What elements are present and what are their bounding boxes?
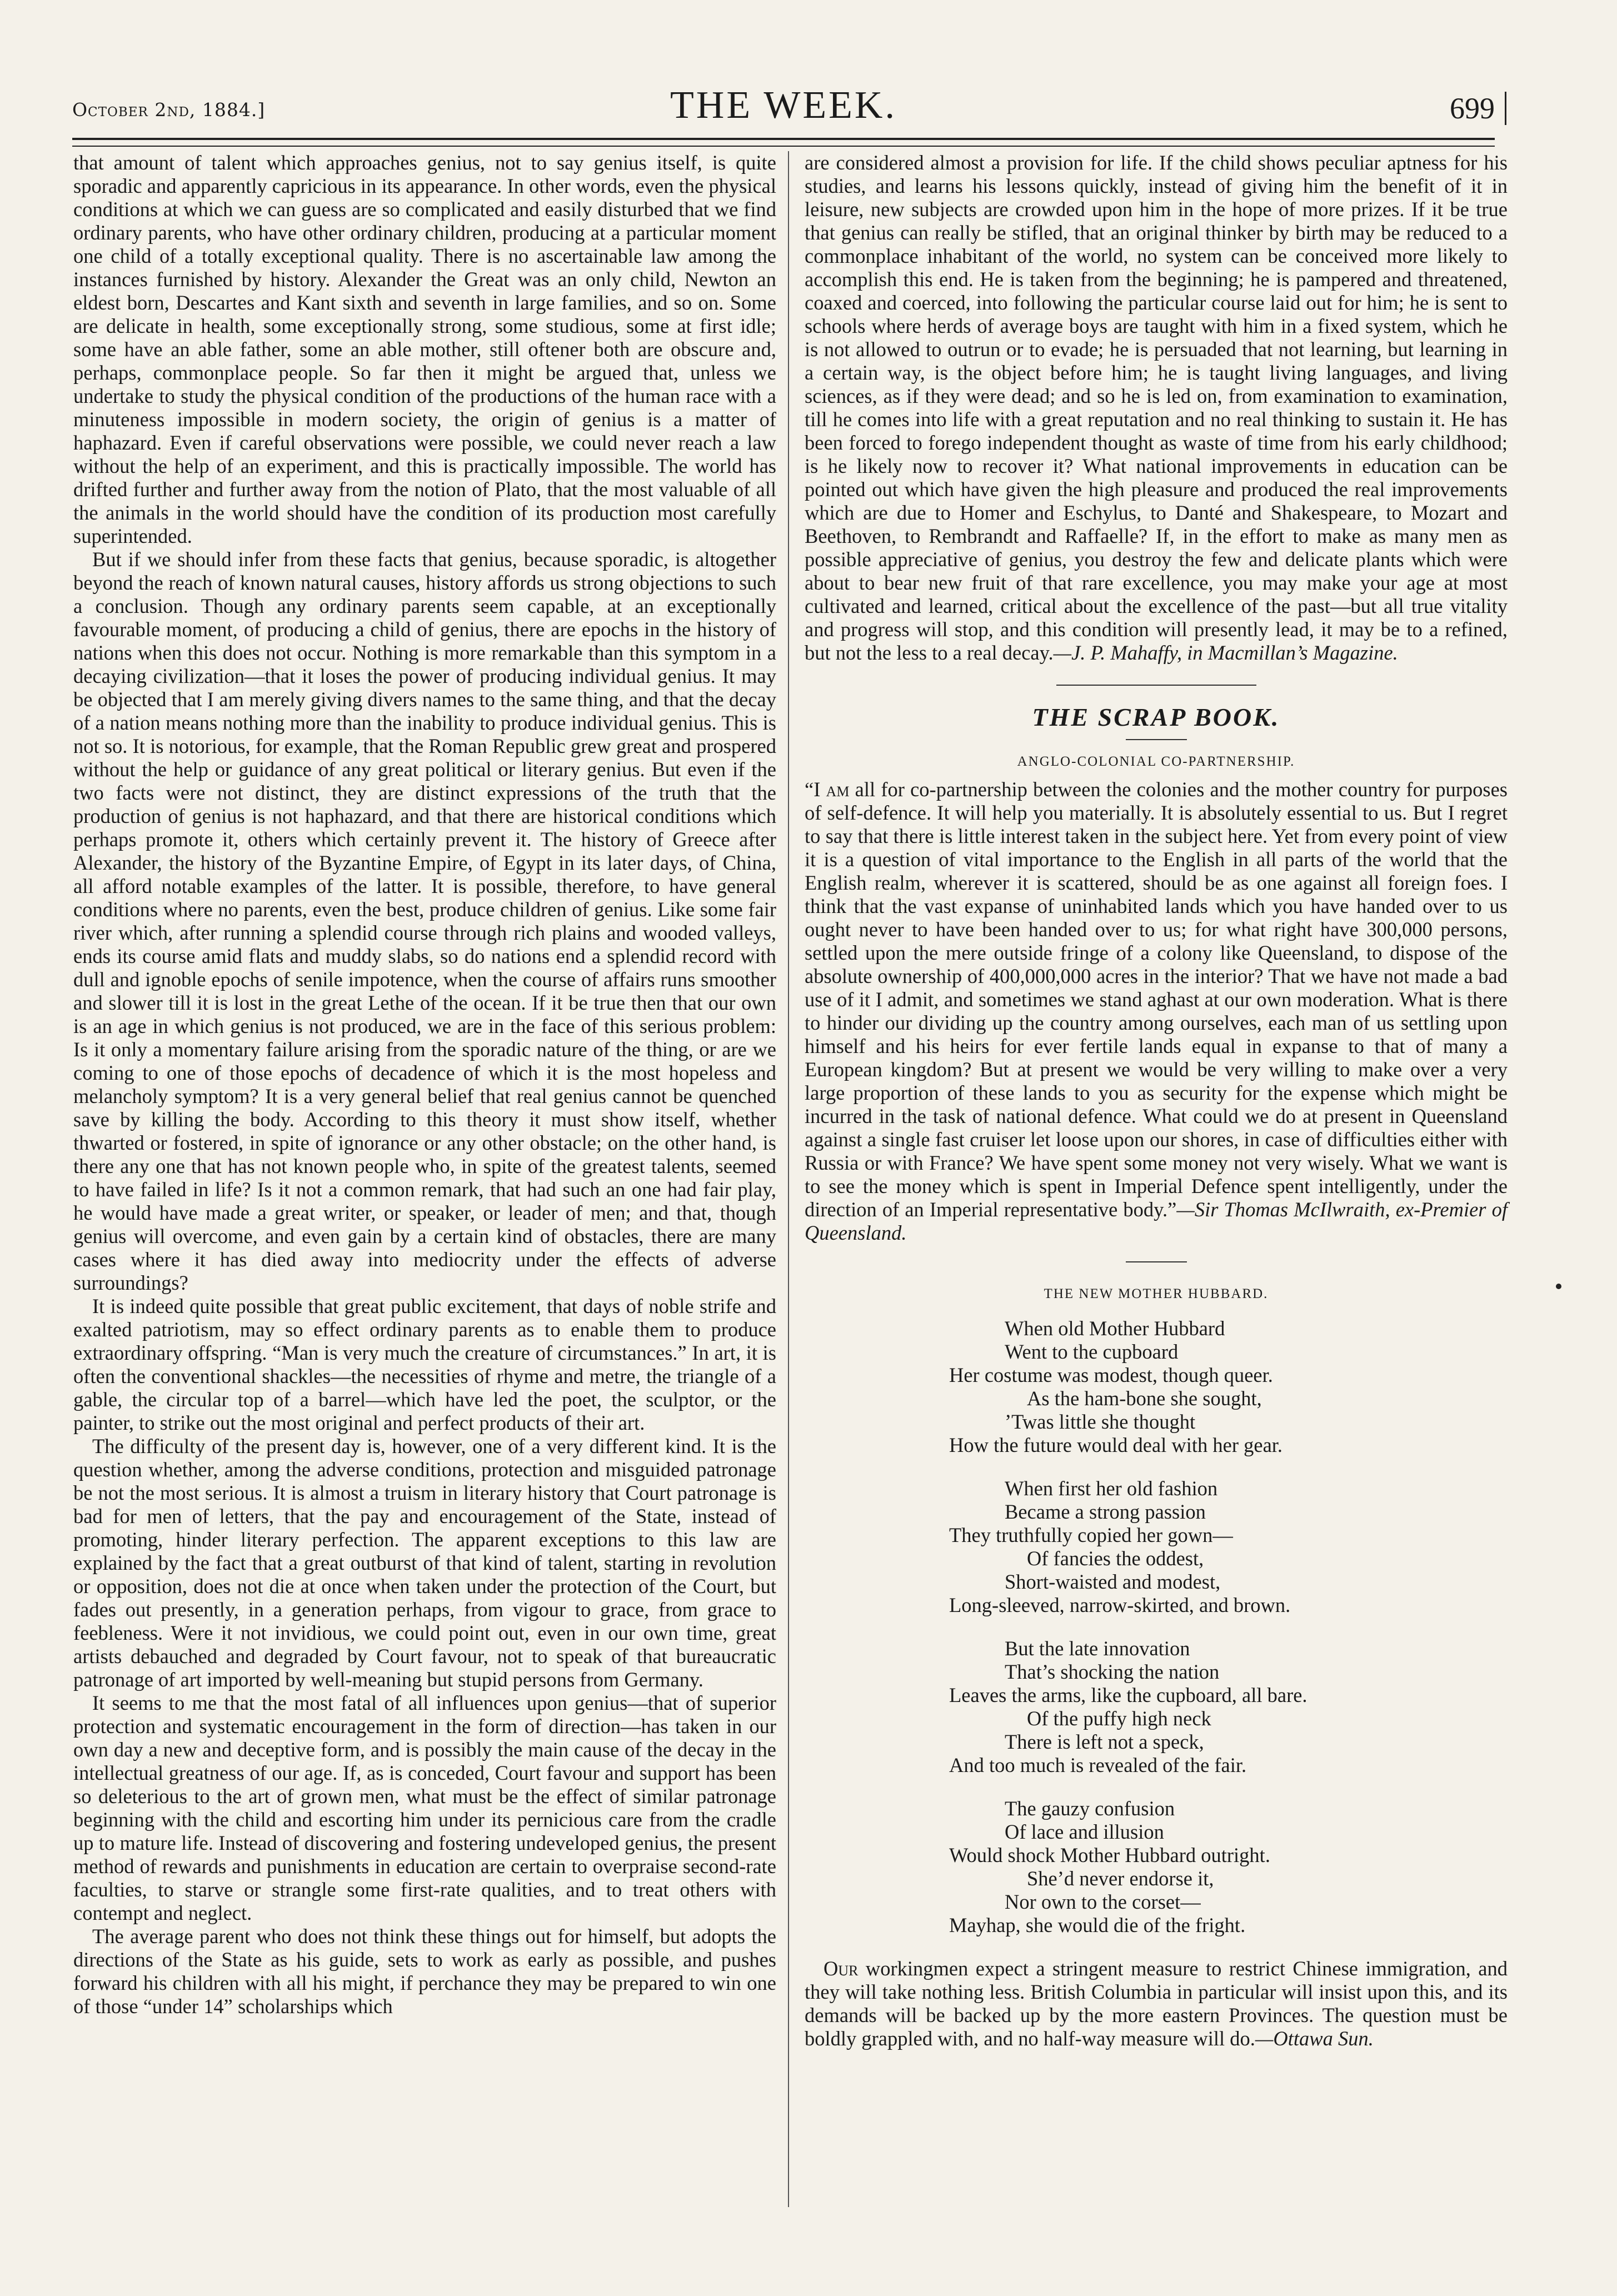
- anglo-colonial-text: [805, 778, 1508, 1245]
- poem-line: There is left not a speck,: [1005, 1730, 1204, 1753]
- final-paragraph: [805, 1957, 1508, 2050]
- page-number: 699: [1450, 92, 1495, 125]
- poem-line: Nor own to the corset—: [1005, 1890, 1201, 1913]
- poem-line: Became a strong passion: [1005, 1500, 1206, 1523]
- anglo-attribution: —Sir Thomas McIlwraith, ex-Premier of Queensland.: [805, 1198, 1508, 1244]
- paragraph: The average parent who does not think these things out for himself, but adopts the directions of the State as his guide, sets to work as early as possible, and pushes forward his children with all his might, if perchance they may be prepared to win one of those “under 14” scholarships which: [73, 1925, 776, 2018]
- final-body: workingmen expect a stringent measure to restrict Chinese immigration, and they will take nothing less. British Columbia in particular will insist upon this, and its demands will be backed up by the more eastern Provinces. The question must be boldly grappled with, and no half-way measure will do.: [805, 1957, 1508, 2050]
- poem-line: The gauzy confusion: [1005, 1797, 1175, 1820]
- section-divider: [1056, 685, 1256, 686]
- short-divider: [1126, 1261, 1187, 1262]
- poem-line: That’s shocking the nation: [1005, 1660, 1220, 1683]
- poem-stanza: [805, 1637, 1508, 1777]
- poem: [805, 1317, 1508, 1937]
- paragraph: But if we should infer from these facts that genius, because sporadic, is altogether beyond the reach of known natural causes, history affords us strong objections to such a conclusion. Though any ordinary parents seem capable, at an exceptionally favourable moment, of producing a child of genius, there are epochs in the history of nations when this does not occur. Nothing is more remarkable than this symptom in a decaying civilization—that it loses the power of producing individual genius. It may be objected that I am merely giving divers names to the same thing, and that the decay of a nation means nothing more than the inability to produce individual genius. This is not so. It is notorious, for example, that the Roman Republic grew great and prospered without the help or guidance of any great political or literary genius. But even if the two facts were not distinct, they are distinct expressions of the truth that the production of genius is not haphazard, and that there are historical conditions which perhaps promote it, others which certainly prevent it. The history of Greece after Alexander, the history of the Byzantine Empire, of Egypt in its later days, of China, all afford notable examples of the latter. It is possible, therefore, to have general conditions where no parents, even the best, produce children of genius. Like some fair river which, after running a splendid course through rich plains and wooded valleys, ends its course amid flats and muddy slabs, so do nations end a splendid record with dull and ignoble epochs of senile impotence, when the course of affairs runs smoother and slower till it is lost in the great Lethe of the ocean. If it be true then that our own is an age in which genius is not produced, we are in the face of this serious problem: Is it only a momentary failure arising from the sporadic nature of the thing, or are we coming to one of those epochs of decadence of which it is the most hopeless and melancholy symptom? It is a very general belief that real genius cannot be quenched save by killing the body. According to this theory it must show itself, whether thwarted or fostered, in spite of ignorance or any other obstacle; on the other hand, is there any one that has not known people who, in spite of the greatest talents, seemed to have failed in life? Is it not a common remark, that had such an one had fair play, he would have made a great writer, or speaker, or leader of men; and that, though genius will overcome, and even gain by a certain kind of obstacles, there are many cases where it has died away into mediocrity under the effects of adverse surroundings?: [73, 548, 776, 1294]
- issue-date: October 2nd, 1884.]: [72, 99, 266, 121]
- poem-line: Leaves the arms, like the cupboard, all bare.: [949, 1684, 1307, 1706]
- right-column: [805, 151, 1508, 2050]
- poem-heading: THE NEW MOTHER HUBBARD.: [1044, 1286, 1269, 1301]
- final-lead: Our: [824, 1957, 859, 1980]
- poem-line: Her costume was modest, though queer.: [949, 1364, 1273, 1386]
- anglo-colonial-heading: ANGLO-COLONIAL CO-PARTNERSHIP.: [1017, 754, 1295, 769]
- poem-line: They truthfully copied her gown—: [949, 1524, 1233, 1546]
- poem-line: Short-waisted and modest,: [1005, 1570, 1221, 1593]
- final-attribution: —Ottawa Sun.: [1255, 2027, 1374, 2050]
- paragraph: that amount of talent which approaches genius, not to say genius itself, is quite sporadic and apparently capricious in its appearance. In other words, even the physical conditions at which we can guess are so complicated and easily disturbed that we find ordinary parents, who have other ordinary children, producing at a particular moment one child of a totally exceptional quality. There is no ascertainable law among the instances furnished by history. Alexander the Great was an only child, Newton an eldest born, Descartes and Kant sixth and seventh in large families, and so on. Some are delicate in health, some exceptionally strong, some studious, some at first idle; some have an able father, some an able mother, still oftener both are obscure and, perhaps, commonplace people. So far then it might be argued that, unless we undertake to study the physical condition of the productions of the human race with a minuteness impossible in modern society, the origin of genius is a matter of haphazard. Even if careful observations were possible, we could never reach a law without the help of an experiment, and this is practically impossible. The world has drifted further and further away from the notion of Plato, that the most valuable of all the animals in the world should have the condition of its production most carefully superintended.: [73, 151, 776, 547]
- scrap-book-heading: THE SCRAP BOOK.: [1032, 703, 1280, 731]
- poem-line: When old Mother Hubbard: [1005, 1317, 1225, 1340]
- poem-line: How the future would deal with her gear.: [949, 1434, 1283, 1456]
- left-column: [73, 151, 776, 2018]
- poem-line: Would shock Mother Hubbard outright.: [949, 1844, 1270, 1866]
- poem-line: Of fancies the oddest,: [1027, 1547, 1204, 1570]
- poem-stanza: [805, 1317, 1508, 1457]
- poem-line: Of the puffy high neck: [1027, 1707, 1211, 1730]
- short-divider: [1126, 739, 1187, 740]
- paragraph: It seems to me that the most fatal of all influences upon genius—that of superior protection and systematic encouragement in the form of direction—has taken in our own day a new and deceptive form, and is possibly the main cause of the decay in the intellectual greatness of our age. If, as is conceded, Court favour and support has been so deleterious to the art of grown men, what must be the effect of similar patronage beginning with the child and escorting him under its pernicious care from the cradle up to mature life. Instead of discovering and fostering undeveloped genius, the present method of rewards and punishments in education are certain to overpraise second-rate faculties, to starve or strangle some first-rate qualities, and to treat others with contempt and neglect.: [73, 1691, 776, 1924]
- poem-line: And too much is revealed of the fair.: [949, 1754, 1247, 1776]
- publication-title: THE WEEK.: [670, 84, 897, 127]
- poem-stanza: [805, 1797, 1508, 1937]
- paragraph: The difficulty of the present day is, however, one of a very different kind. It is the question whether, among the adverse conditions, protection and misguided patronage be not the most serious. It is almost a truism in literary history that Court patronage is bad for men of letters, that the pay and encouragement of the State, instead of promoting, hinder literary perfection. The apparent exceptions to this law are explained by the fact that a great outburst of that kind of talent, starting in revolution or opposition, does not die at once when taken under the protection of the Court, but fades out presently, in a generation perhaps, from vigour to grace, from grace to feebleness. Were it not invidious, we could point out, even in our own time, great artists debauched and degraded by Court favour, not to speak of that bureaucratic patronage of art imported by well-meaning but stupid persons from Germany.: [73, 1435, 776, 1691]
- ink-dot: [1556, 1284, 1561, 1289]
- essay-attribution: —J. P. Mahaffy, in Macmillan’s Magazine.: [1053, 641, 1398, 664]
- essay-continuation: [805, 151, 1508, 665]
- poem-line: Mayhap, she would die of the fright.: [949, 1914, 1246, 1936]
- poem-line: But the late innovation: [1005, 1637, 1190, 1660]
- poem-line: Went to the cupboard: [1005, 1340, 1179, 1363]
- column-separator: [788, 151, 789, 2207]
- poem-line: Of lace and illusion: [1005, 1820, 1164, 1843]
- poem-line: When first her old fashion: [1005, 1477, 1218, 1500]
- paragraph: It is indeed quite possible that great public excitement, that days of noble strife and exalted patriotism, may so effect ordinary parents as to enable them to produce extraordinary offspring. “Man is very much the creature of circumstances.” In art, it is often the conventional shackles—the necessities of rhyme and metre, the triangle of a gable, the circular top of a barrel—which have led the poet, the sculptor, or the painter, to strike out the most original and perfect products of their art.: [73, 1295, 776, 1434]
- header-rule: [72, 138, 1495, 147]
- header-bracket: [1500, 92, 1506, 125]
- poem-line: She’d never endorse it,: [1027, 1867, 1214, 1890]
- anglo-body: all for co-partnership between the colonies and the mother country for purposes of self-defence. It will help you materially. It is absolutely essential to us. But I regret to say that there is little interest taken in the subject here. Yet from every point of view it is a question of vital importance to the English in all parts of the world that the English realm, wherever it is scattered, should be as one against all foreign foes. I think that the vast expanse of uninhabited lands which you have handed over to us ought never to have been handed over to us; for what right have 300,000 persons, settled upon the mere outside fringe of a colony like Queensland, to dispose of the absolute ownership of 400,000,000 acres in the interior? That we have not made a bad use of it I admit, and sometimes we stand aghast at our own moderation. What is there to hinder our dividing up the country among ourselves, each man of us settling upon himself and his heirs for ever fertile lands equal in expanse to that of many a European kingdom? But at present we would be very willing to make over a very large proportion of these lands to you as security for the expense which might be incurred in the task of national defence. What could we do at present in Queensland against a single fast cruiser let loose upon our shores, in case of difficulties either with Russia or with France? We have spent some money not very wisely. What we want is to see the money which is spent in Imperial Defence spent intelligently, under the direction of an Imperial representative body.”: [805, 778, 1508, 1221]
- anglo-lead: “I am: [805, 778, 850, 801]
- poem-line: ’Twas little she thought: [1005, 1410, 1196, 1433]
- poem-line: As the ham-bone she sought,: [1027, 1387, 1262, 1410]
- poem-stanza: [805, 1477, 1508, 1617]
- essay-text: are considered almost a provision for life. If the child shows peculiar aptness for his studies, and learns his lessons quickly, instead of giving him the benefit of it in leisure, new subjects are crowded upon him in the hope of more prizes. If it be true that genius can really be stifled, that an original thinker by birth may be reduced to a commonplace inhabitant of the world, no system can be conceived more likely to accomplish this end. He is taken from the beginning; he is pampered and threatened, coaxed and coerced, into following the particular course laid out for him; he is sent to schools where herds of average boys are taught with him in a fixed system, which he is not allowed to outrun or to evade; he is persuaded that not learning, but learning in a certain way, is the object before him; he is taught living languages, and living sciences, as if they were dead; and so he is led on, from examination to examination, till he comes into life with a great reputation and no real thinking to sustain it. He has been forced to forego independent thought as waste of time from his early childhood; is he likely now to recover it? What national improvements in education can be pointed out which have given the high pleasure and produced the real improvements which are due to Homer and Eschylus, to Danté and Shakespeare, to Mozart and Beethoven, to Rembrandt and Raffaelle? If, in the effort to make as many men as possible appreciative of genius, you destroy the few and delicate plants which were about to bear new fruit of that rare excellence, you may make your age at most cultivated and learned, critical about the excellence of the past—but all true vitality and progress will stop, and this condition will presently lead, it may be to a refined, but not the less to a real decay.: [805, 151, 1508, 664]
- masthead: [72, 83, 1495, 139]
- poem-line: Long-sleeved, narrow-skirted, and brown.: [949, 1594, 1291, 1616]
